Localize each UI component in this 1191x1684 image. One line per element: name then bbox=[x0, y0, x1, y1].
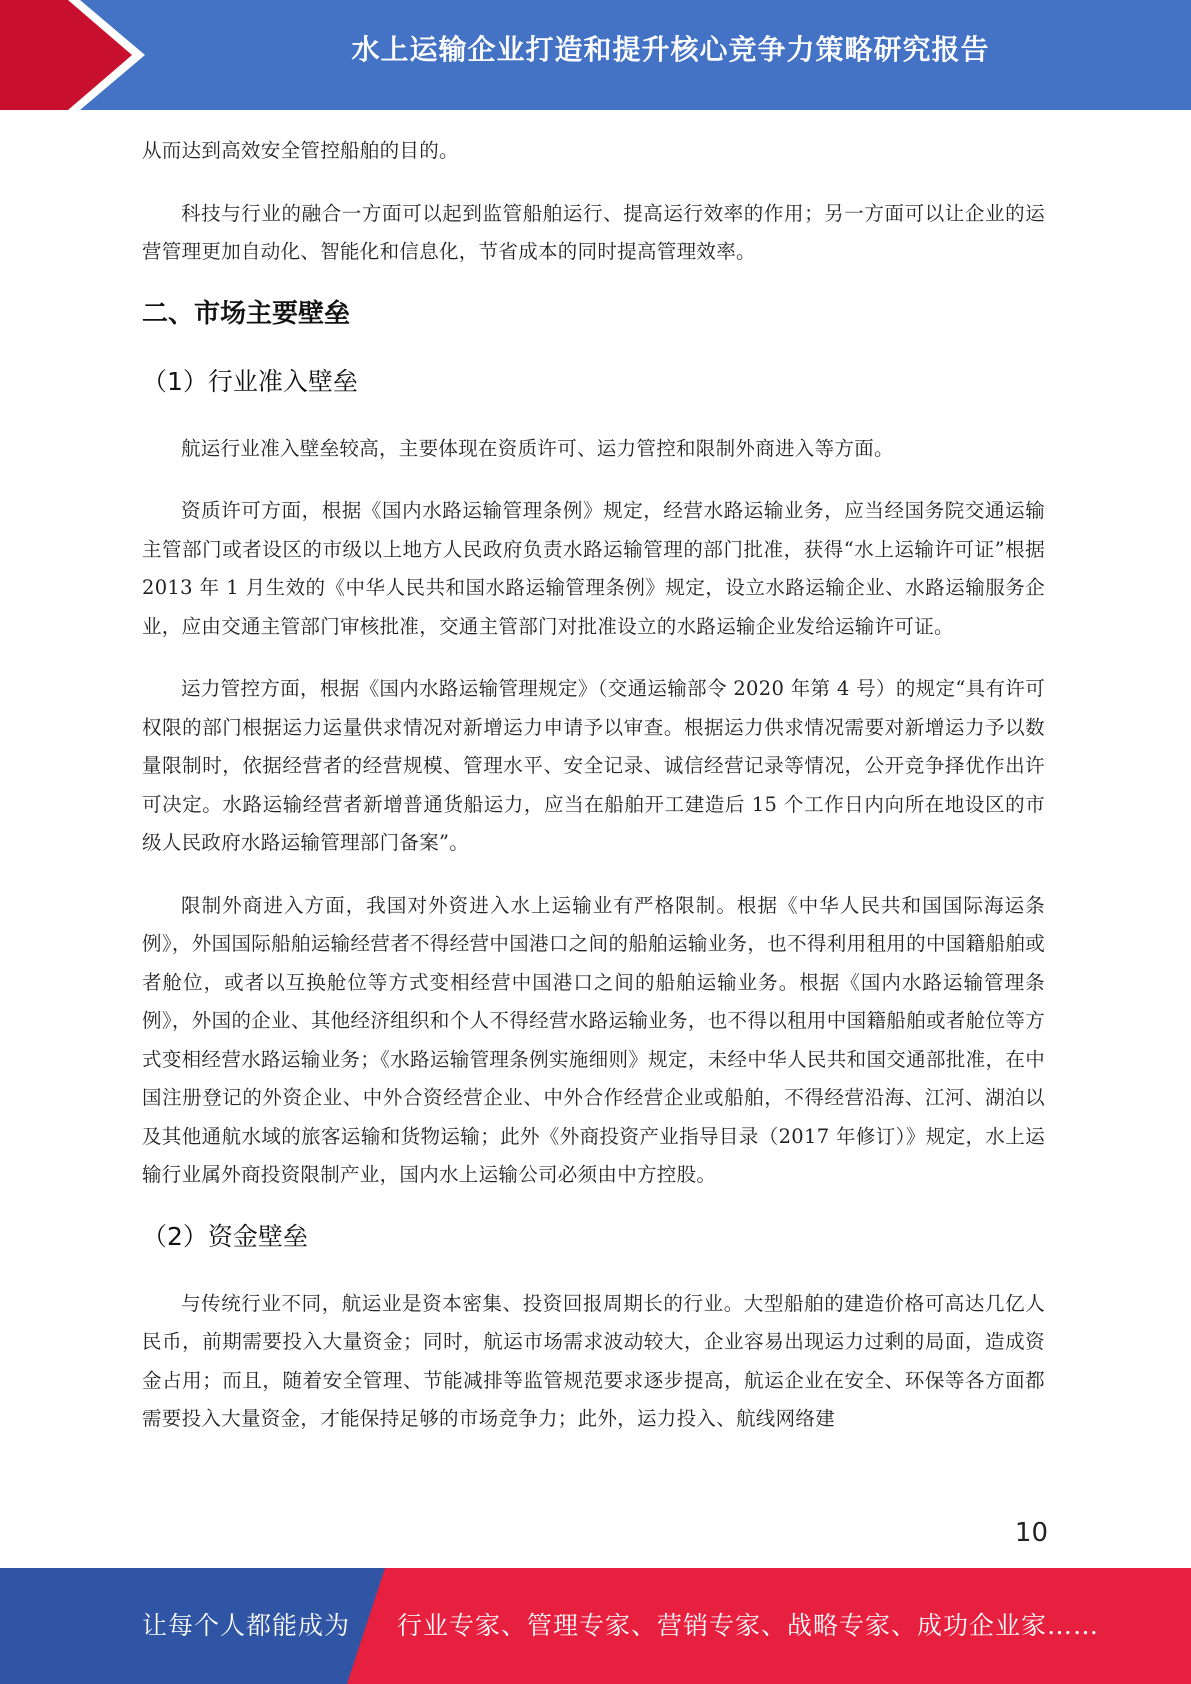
section-heading: 二、市场主要壁垒 bbox=[142, 298, 351, 329]
paragraph: 从而达到高效安全管控船舶的目的。 bbox=[142, 139, 459, 162]
page-footer bbox=[0, 1568, 1191, 1684]
paragraph: 航运行业准入壁垒较高，主要体现在资质许可、运力管控和限制外商进入等方面。 bbox=[181, 436, 894, 460]
subsection-heading: （1）行业准入壁垒 bbox=[142, 366, 358, 396]
red-chevron-decoration bbox=[0, 0, 160, 110]
page-number: 10 bbox=[1014, 1518, 1048, 1548]
paragraph: 科技与行业的融合一方面可以起到监管船舶运行、提高运行效率的作用；另一方面可以让企业的运营管理更加自动化、智能化和信息化，节省成本的同时提高管理效率。 bbox=[142, 201, 1045, 263]
subsection-heading: （2）资金壁垒 bbox=[142, 1221, 308, 1251]
footer-slogan-right: 行业专家、管理专家、营销专家、战略专家、成功企业家…… bbox=[397, 1611, 1100, 1640]
paragraph: 限制外商进入方面，我国对外资进入水上运输业有严格限制。根据《中华人民共和国国际海运条例》，外国国际船舶运输经营者不得经营中国港口之间的船舶运输业务，也不得利用租用的中国籍船舶或者舱位，或者以互换舱位等方式变相经营中国港口之间的船舶运输业务。根据《国内水路运输管理条例》，外国的企业、其他经济组织和个人不得经营水路运输业务，也不得以租用中国籍船舶或者舱位等方式变相经营水路运输业务；《水路运输管理条例实施细则》规定，未经中华人民共和国交通部批准，在中国注册登记的外资企业、中外合资经营企业、中外合作经营企业或船舶，不得经营沿海、江河、湖泊以及其他通航水域的旅客运输和货物运输；此外《外商投资产业指导目录（2017 年修订）》规定，水上运输行业属外商投资限制产业，国内水上运输公司必须由中方控股。 bbox=[142, 893, 1045, 1186]
paragraph: 运力管控方面，根据《国内水路运输管理规定》（交通运输部令 2020 年第 4 号）的规定“具有许可权限的部门根据运力运量供求情况对新增运力申请予以审查。根据运力供求情况需要对新增运力予以数量限制时，依据经营者的经营规模、管理水平、安全记录、诚信经营记录等情况，公开竞争择优作出许可决定。水路运输经营者新增普通货船运力，应当在船舶开工建造后 15 个工作日内向所在地设区的市级人民政府水路运输管理部门备案”。 bbox=[142, 677, 1045, 854]
paragraph: 与传统行业不同，航运业是资本密集、投资回报周期长的行业。大型船舶的建造价格可高达几亿人民币，前期需要投入大量资金；同时，航运市场需求波动较大，企业容易出现运力过剩的局面，造成资金占用；而且，随着安全管理、节能减排等监管规范要求逐步提高，航运企业在安全、环保等各方面都需要投入大量资金，才能保持足够的市场竞争力；此外，运力投入、航线网络建 bbox=[142, 1291, 1045, 1430]
page-header bbox=[0, 0, 1191, 110]
footer-slogan-left: 让每个人都能成为 bbox=[142, 1611, 351, 1640]
paragraph: 资质许可方面，根据《国内水路运输管理条例》规定，经营水路运输业务，应当经国务院交通运输主管部门或者设区的市级以上地方人民政府负责水路运输管理的部门批准，获得“水上运输许可证”根据 2013 年 1 月生效的《中华人民共和国水路运输管理条例》规定，设立水路运输企业、水路运输服务企业，应由交通主管部门审核批准，交通主管部门对批准设立的水路运输企业发给运输许可证。 bbox=[142, 499, 1045, 638]
page-content bbox=[142, 132, 1045, 1463]
document-title: 水上运输企业打造和提升核心竞争力策略研究报告 bbox=[351, 33, 990, 66]
